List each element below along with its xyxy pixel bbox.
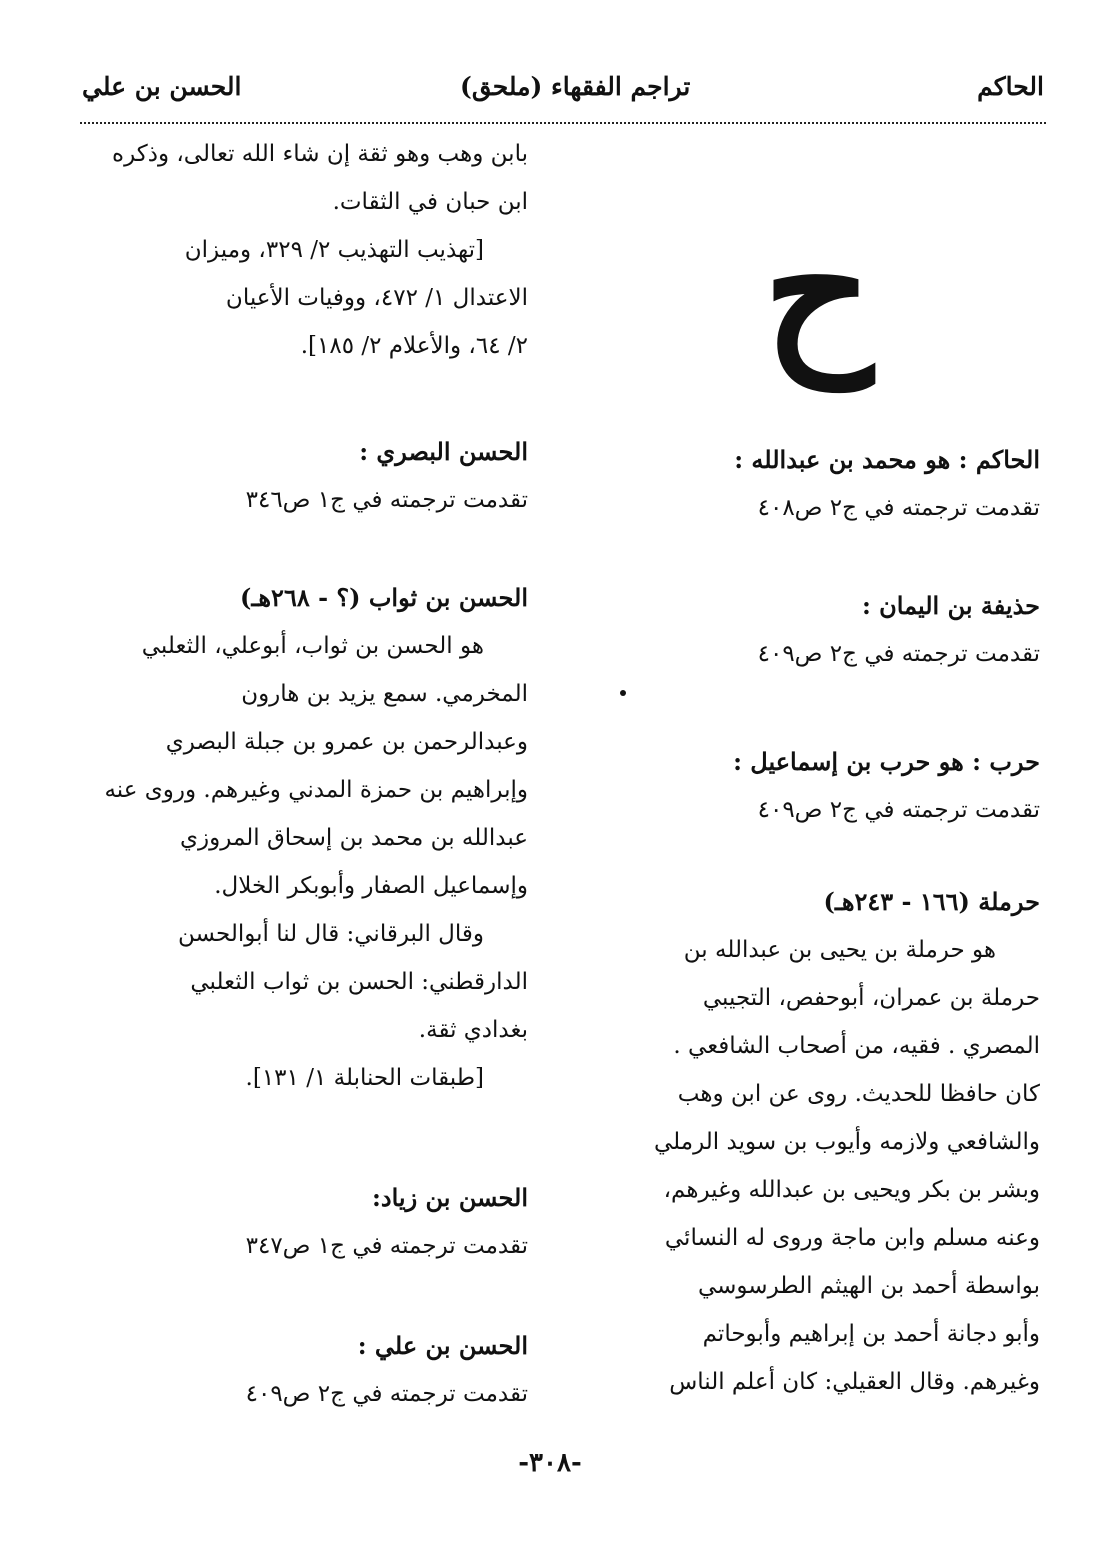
body-line: هو حرملة بن يحيى بن عبدالله بن: [683, 937, 996, 963]
entry-title: حرب : هو حرب بن إسماعيل :: [733, 747, 1040, 776]
body-line: بغدادي ثقة.: [418, 1017, 528, 1043]
entry-title: الحسن البصري :: [359, 437, 528, 466]
entry-reference: تقدمت ترجمته في ج٢ ص٤٠٩: [245, 1381, 528, 1407]
body-line: وعبدالرحمن بن عمرو بن جبلة البصري: [165, 729, 528, 755]
entry-title: الحاكم : هو محمد بن عبدالله :: [734, 445, 1040, 474]
running-head-center: (ملحق) تراجم الفقهاء: [460, 72, 691, 101]
entry-harb: [582, 738, 1040, 834]
sources-line: [طبقات الحنابلة ١/ ١٣١].: [245, 1065, 484, 1091]
running-head-left: الحسن بن علي: [82, 72, 242, 101]
entry-title: الحسن بن زياد:: [372, 1183, 528, 1212]
body-line: المخرمي. سمع يزيد بن هارون: [241, 681, 528, 707]
entry-reference: تقدمت ترجمته في ج٢ ص٤٠٨: [757, 495, 1040, 521]
body-line: وقال البرقاني: قال لنا أبوالحسن: [177, 921, 484, 947]
body-line: ابن حبان في الثقات.: [332, 189, 528, 215]
section-letter: ح: [763, 190, 873, 390]
continued-text: [80, 130, 528, 370]
entry-title: حذيفة بن اليمان :: [861, 591, 1040, 620]
entry-reference: تقدمت ترجمته في ج٢ ص٤٠٩: [757, 797, 1040, 823]
entry-title: الحسن بن ثواب (؟ - ٢٦٨هـ): [240, 583, 528, 612]
sources-line: ٢/ ٦٤، والأعلام ٢/ ١٨٥].: [300, 333, 528, 359]
entry-title: حرملة (١٦٦ - ٢٤٣هـ): [823, 887, 1040, 916]
body-line: وبشر بن بكر ويحيى بن عبدالله وغيرهم،: [663, 1177, 1040, 1203]
right-column: [582, 0, 1040, 1440]
entry-title: الحسن بن علي :: [357, 1331, 528, 1360]
body-line: كان حافظا للحديث. روى عن ابن وهب: [677, 1081, 1040, 1107]
body-line: عبدالله بن محمد بن إسحاق المروزي: [180, 825, 528, 851]
left-column: [80, 0, 528, 1440]
entry-reference: تقدمت ترجمته في ج٢ ص٤٠٩: [757, 641, 1040, 667]
entry-hasan-ali: [80, 1322, 528, 1418]
entry-hakim: [582, 436, 1040, 532]
entry-reference: تقدمت ترجمته في ج١ ص٣٤٦: [245, 487, 528, 513]
body-line: هو الحسن بن ثواب، أبوعلي، الثعلبي: [141, 633, 484, 659]
body-line: وإسماعيل الصفار وأبوبكر الخلال.: [214, 873, 528, 899]
running-head-right: الحاكم: [977, 72, 1044, 101]
body-line: بابن وهب وهو ثقة إن شاء الله تعالى، وذكره: [112, 141, 528, 167]
entry-hasan-thawab: [80, 574, 528, 1102]
body-line: وأبو دجانة أحمد بن إبراهيم وأبوحاتم: [702, 1321, 1040, 1347]
body-line: وإبراهيم بن حمزة المدني وغيرهم. وروى عنه: [104, 777, 528, 803]
body-line: والشافعي ولازمه وأيوب بن سويد الرملي: [654, 1129, 1040, 1155]
body-line: وعنه مسلم وابن ماجة وروى له النسائي: [664, 1225, 1040, 1251]
page-number: -٣٠٨-: [518, 1448, 582, 1478]
entry-hasan-ziyad: [80, 1174, 528, 1270]
entry-reference: تقدمت ترجمته في ج١ ص٣٤٧: [245, 1233, 528, 1259]
entry-harmala: [582, 878, 1040, 1406]
sources-line: الاعتدال ١/ ٤٧٢، ووفيات الأعيان: [225, 285, 528, 311]
body-line: الدارقطني: الحسن بن ثواب الثعلبي: [190, 969, 528, 995]
body-line: حرملة بن عمران، أبوحفص، التجيبي: [702, 985, 1040, 1011]
body-line: بواسطة أحمد بن الهيثم الطرسوسي: [697, 1273, 1040, 1299]
body-line: المصري . فقيه، من أصحاب الشافعي .: [673, 1033, 1040, 1059]
entry-hudhayfa: [582, 582, 1040, 678]
sources-line: [تهذيب التهذيب ٢/ ٣٢٩، وميزان: [184, 237, 484, 263]
body-line: وغيرهم. وقال العقيلي: كان أعلم الناس: [669, 1369, 1040, 1395]
entry-hasan-basri: [80, 428, 528, 524]
